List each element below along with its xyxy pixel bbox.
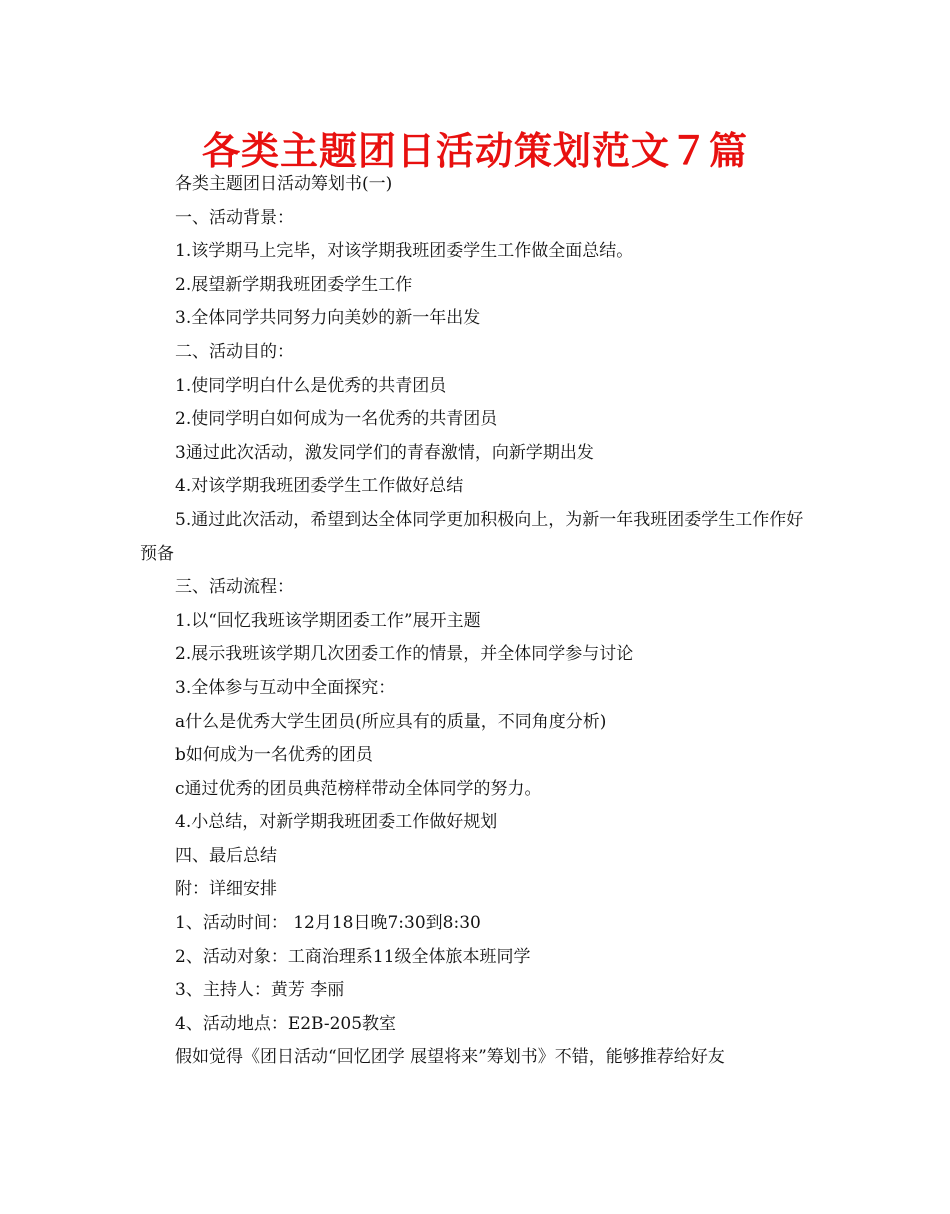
list-item: a什么是优秀大学生团员(所应具有的质量，不同角度分析): [175, 711, 607, 732]
list-item: 3.全体同学共同努力向美妙的新一年出发: [175, 308, 481, 329]
section-heading: 四、最后总结: [175, 845, 277, 866]
list-item: 1.使同学明白什么是优秀的共青团员: [175, 375, 447, 396]
subtitle-line: 各类主题团日活动筹划书(一): [175, 174, 393, 194]
schedule-item: 3、主持人：黄芳 李丽: [175, 980, 345, 1001]
closing-line: 假如觉得《团日活动“回忆团学 展望将来”筹划书》不错，能够推荐给好友: [175, 1047, 725, 1068]
schedule-item: 4、活动地点：E2B-205教室: [175, 1013, 397, 1034]
list-item: 3.全体参与互动中全面探究：: [175, 677, 396, 698]
list-item: 4.小总结，对新学期我班团委工作做好规划: [175, 812, 498, 833]
list-item: 2.展望新学期我班团委学生工作: [175, 274, 413, 295]
section-heading: 一、活动背景：: [175, 207, 294, 228]
list-item: 4.对该学期我班团委学生工作做好总结: [175, 476, 464, 497]
section-heading: 三、活动流程：: [175, 577, 294, 598]
list-item: 1.该学期马上完毕，对该学期我班团委学生工作做全面总结。: [175, 241, 634, 262]
schedule-item: 1、活动时间： 12月18日晚7:30到8:30: [175, 913, 481, 934]
list-item: 1.以“回忆我班该学期团委工作”展开主题: [175, 610, 481, 631]
list-item: 5.通过此次活动，希望到达全体同学更加积极向上，为新一年我班团委学生工作作好预备: [140, 509, 804, 564]
list-item: c通过优秀的团员典范榜样带动全体同学的努力。: [175, 778, 542, 799]
appendix-heading: 附：详细安排: [175, 879, 277, 900]
list-item: 3通过此次活动，激发同学们的青春激情，向新学期出发: [175, 442, 594, 463]
document-title: 各类主题团日活动策划范文７篇: [201, 129, 748, 173]
schedule-item: 2、活动对象：工商治理系11级全体旅本班同学: [175, 946, 531, 967]
document-body: [0, 168, 950, 1075]
list-item: 2.使同学明白如何成为一名优秀的共青团员: [175, 409, 498, 430]
list-item: 2.展示我班该学期几次团委工作的情景，并全体同学参与讨论: [175, 644, 634, 665]
section-heading: 二、活动目的：: [175, 341, 294, 362]
list-item: b如何成为一名优秀的团员: [175, 745, 373, 766]
